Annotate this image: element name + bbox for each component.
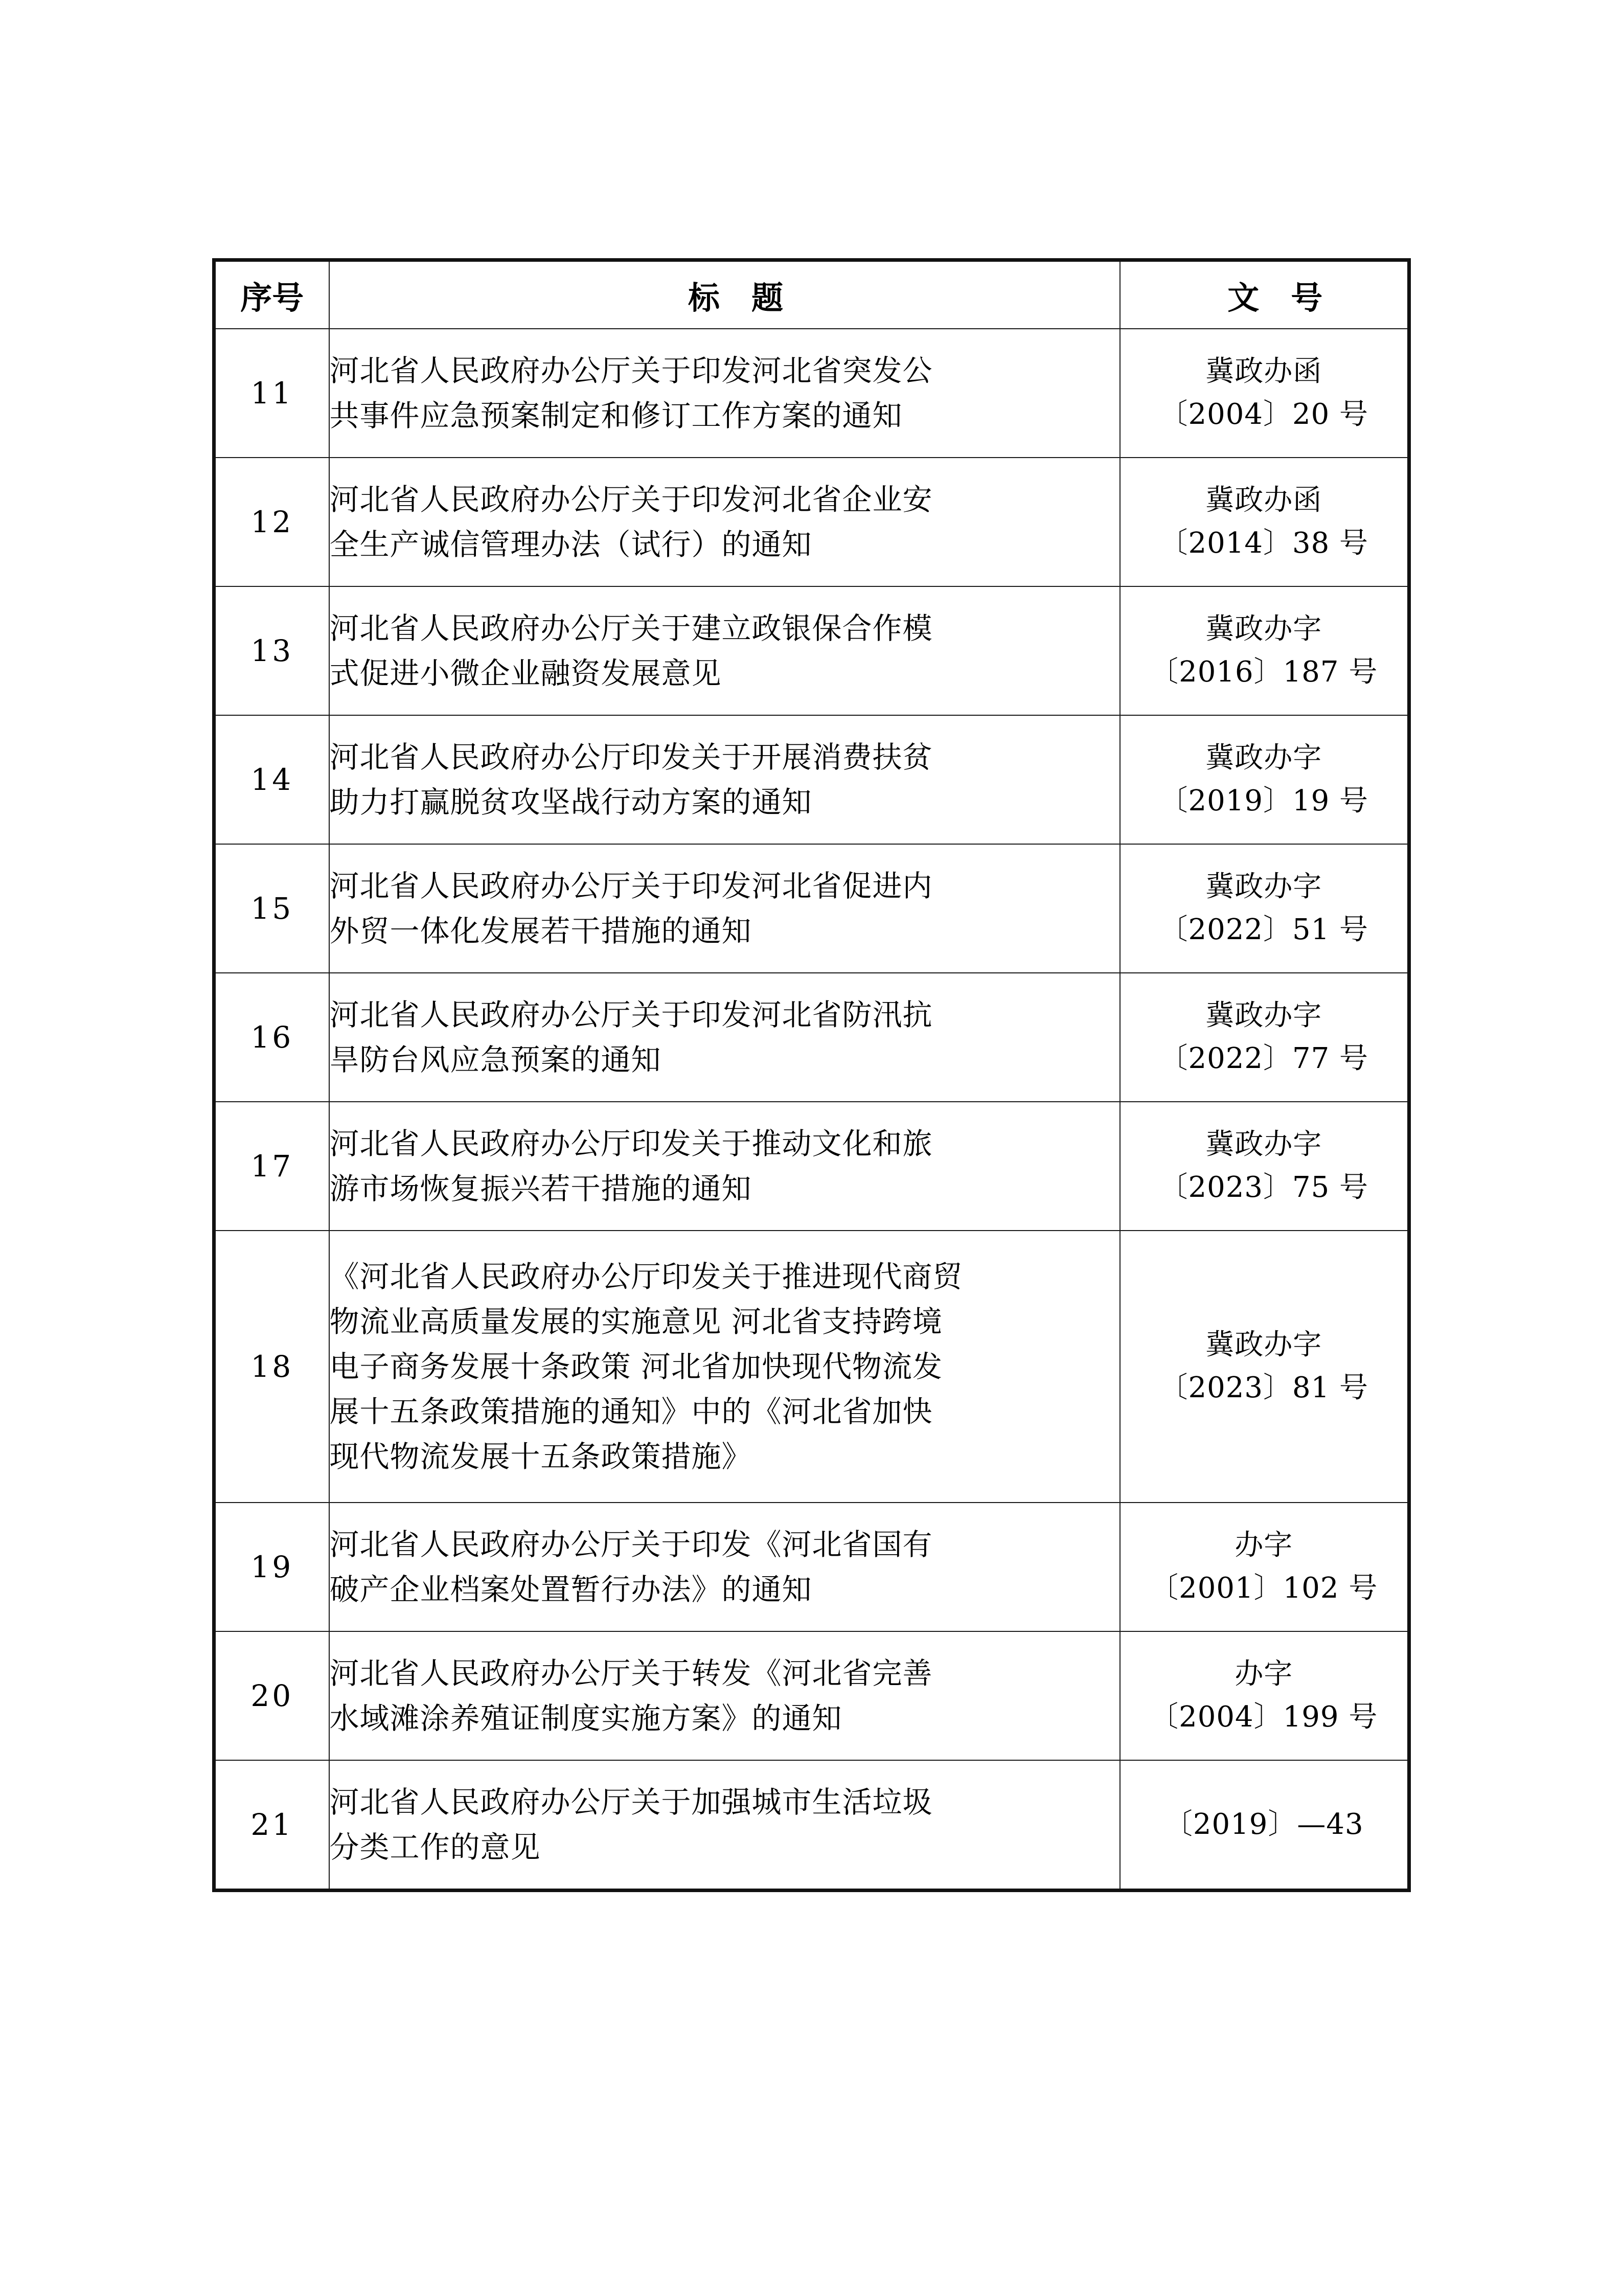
cell-sequence-number: 17 (214, 1102, 329, 1231)
document-title-line: 河北省人民政府办公厅关于印发河北省防汛抗 (329, 997, 933, 1032)
cell-document-number (1120, 329, 1409, 458)
document-title-line: 河北省人民政府办公厅印发关于推动文化和旅 (329, 1126, 933, 1161)
document-title-line: 河北省人民政府办公厅印发关于开展消费扶贫 (329, 739, 933, 775)
cell-sequence-number: 15 (214, 844, 329, 973)
cell-sequence-number: 21 (214, 1760, 329, 1891)
table-row (214, 1231, 1409, 1503)
document-list-table (212, 258, 1411, 1892)
cell-document-number (1120, 1102, 1409, 1231)
document-number-line: 〔2019〕—43 (1163, 1808, 1364, 1841)
cell-document-title (329, 329, 1120, 458)
table-header (214, 260, 1409, 329)
table-body (214, 329, 1409, 1891)
cell-document-title (329, 1231, 1120, 1503)
table-row (214, 586, 1409, 715)
cell-document-number (1120, 458, 1409, 586)
document-number-line: 冀政办函 (1205, 484, 1322, 517)
cell-document-number (1120, 844, 1409, 973)
cell-document-number (1120, 1631, 1409, 1760)
cell-sequence-number: 20 (214, 1631, 329, 1760)
cell-sequence-number: 19 (214, 1503, 329, 1631)
cell-sequence-number: 12 (214, 458, 329, 586)
document-title-line: 现代物流发展十五条政策措施》 (329, 1439, 752, 1474)
cell-document-number (1120, 973, 1409, 1102)
cell-document-number (1120, 715, 1409, 844)
document-number-line: 〔2022〕77 号 (1159, 1042, 1369, 1075)
document-number-line: 〔2016〕187 号 (1150, 655, 1378, 689)
document-title-line: 分类工作的意见 (329, 1830, 541, 1865)
document-title-line: 电子商务发展十条政策 河北省加快现代物流发 (329, 1349, 943, 1384)
document-title-line: 河北省人民政府办公厅关于印发河北省企业安 (329, 482, 933, 517)
document-number-line: 冀政办字 (1205, 612, 1322, 646)
document-title-line: 河北省人民政府办公厅关于印发河北省突发公 (329, 353, 933, 388)
table-row (214, 1503, 1409, 1631)
table-row (214, 973, 1409, 1102)
cell-document-title (329, 844, 1120, 973)
column-header-sequence: 序号 (214, 260, 329, 329)
cell-sequence-number: 13 (214, 586, 329, 715)
cell-document-title (329, 586, 1120, 715)
document-title-line: 破产企业档案处置暂行办法》的通知 (329, 1572, 812, 1607)
document-title-line: 水域滩涂养殖证制度实施方案》的通知 (329, 1701, 842, 1736)
column-header-title: 标 题 (329, 260, 1120, 329)
document-title-line: 全生产诚信管理办法（试行）的通知 (329, 527, 812, 562)
document-title-line: 河北省人民政府办公厅关于转发《河北省完善 (329, 1655, 933, 1691)
document-title-line: 游市场恢复振兴若干措施的通知 (329, 1171, 752, 1206)
document-number-line: 〔2004〕199 号 (1150, 1700, 1378, 1734)
document-number-line: 〔2023〕75 号 (1159, 1171, 1369, 1204)
cell-document-number (1120, 1760, 1409, 1891)
cell-document-number (1120, 1503, 1409, 1631)
document-number-line: 〔2019〕19 号 (1159, 784, 1369, 817)
table-row (214, 329, 1409, 458)
document-number-line: 〔2023〕81 号 (1159, 1371, 1369, 1404)
table-row (214, 844, 1409, 973)
document-title-line: 外贸一体化发展若干措施的通知 (329, 914, 752, 948)
document-title-line: 展十五条政策措施的通知》中的《河北省加快 (329, 1394, 933, 1429)
cell-document-number (1120, 1231, 1409, 1503)
column-header-document-number: 文 号 (1120, 260, 1409, 329)
table-row (214, 1760, 1409, 1891)
document-number-line: 冀政办字 (1205, 870, 1322, 903)
cell-sequence-number: 14 (214, 715, 329, 844)
table-header-row (214, 260, 1409, 329)
document-title-line: 河北省人民政府办公厅关于加强城市生活垃圾 (329, 1784, 933, 1820)
cell-document-title (329, 1631, 1120, 1760)
document-title-line: 旱防台风应急预案的通知 (329, 1042, 661, 1077)
document-title-line: 物流业高质量发展的实施意见 河北省支持跨境 (329, 1304, 943, 1339)
cell-document-title (329, 1503, 1120, 1631)
table-row (214, 458, 1409, 586)
document-number-line: 冀政办字 (1205, 1328, 1322, 1361)
document-title-line: 河北省人民政府办公厅关于印发河北省促进内 (329, 868, 933, 903)
table-row (214, 1631, 1409, 1760)
table-row (214, 1102, 1409, 1231)
document-number-line: 〔2001〕102 号 (1150, 1572, 1378, 1605)
cell-document-title (329, 973, 1120, 1102)
document-number-line: 冀政办字 (1205, 999, 1322, 1032)
document-title-line: 河北省人民政府办公厅关于印发《河北省国有 (329, 1527, 933, 1562)
document-title-line: 助力打赢脱贫攻坚战行动方案的通知 (329, 785, 812, 820)
document-title-line: 共事件应急预案制定和修订工作方案的通知 (329, 398, 903, 433)
document-number-line: 〔2022〕51 号 (1159, 913, 1369, 946)
cell-document-title (329, 458, 1120, 586)
document-number-line: 冀政办字 (1205, 741, 1322, 775)
document-title-line: 式促进小微企业融资发展意见 (329, 656, 722, 691)
cell-sequence-number: 11 (214, 329, 329, 458)
document-number-line: 冀政办函 (1205, 355, 1322, 388)
document-number-line: 〔2014〕38 号 (1159, 527, 1369, 560)
cell-document-number (1120, 586, 1409, 715)
cell-document-title (329, 715, 1120, 844)
document-number-line: 冀政办字 (1205, 1128, 1322, 1161)
table-row (214, 715, 1409, 844)
document-number-line: 办字 (1235, 1529, 1293, 1562)
cell-document-title (329, 1102, 1120, 1231)
document-number-line: 〔2004〕20 号 (1159, 398, 1369, 431)
document-list-table-container (212, 258, 1407, 1892)
cell-sequence-number: 18 (214, 1231, 329, 1503)
document-title-line: 河北省人民政府办公厅关于建立政银保合作模 (329, 610, 933, 646)
cell-sequence-number: 16 (214, 973, 329, 1102)
document-number-line: 办字 (1235, 1657, 1293, 1691)
cell-document-title (329, 1760, 1120, 1891)
document-title-line: 《河北省人民政府办公厅印发关于推进现代商贸 (329, 1259, 963, 1294)
